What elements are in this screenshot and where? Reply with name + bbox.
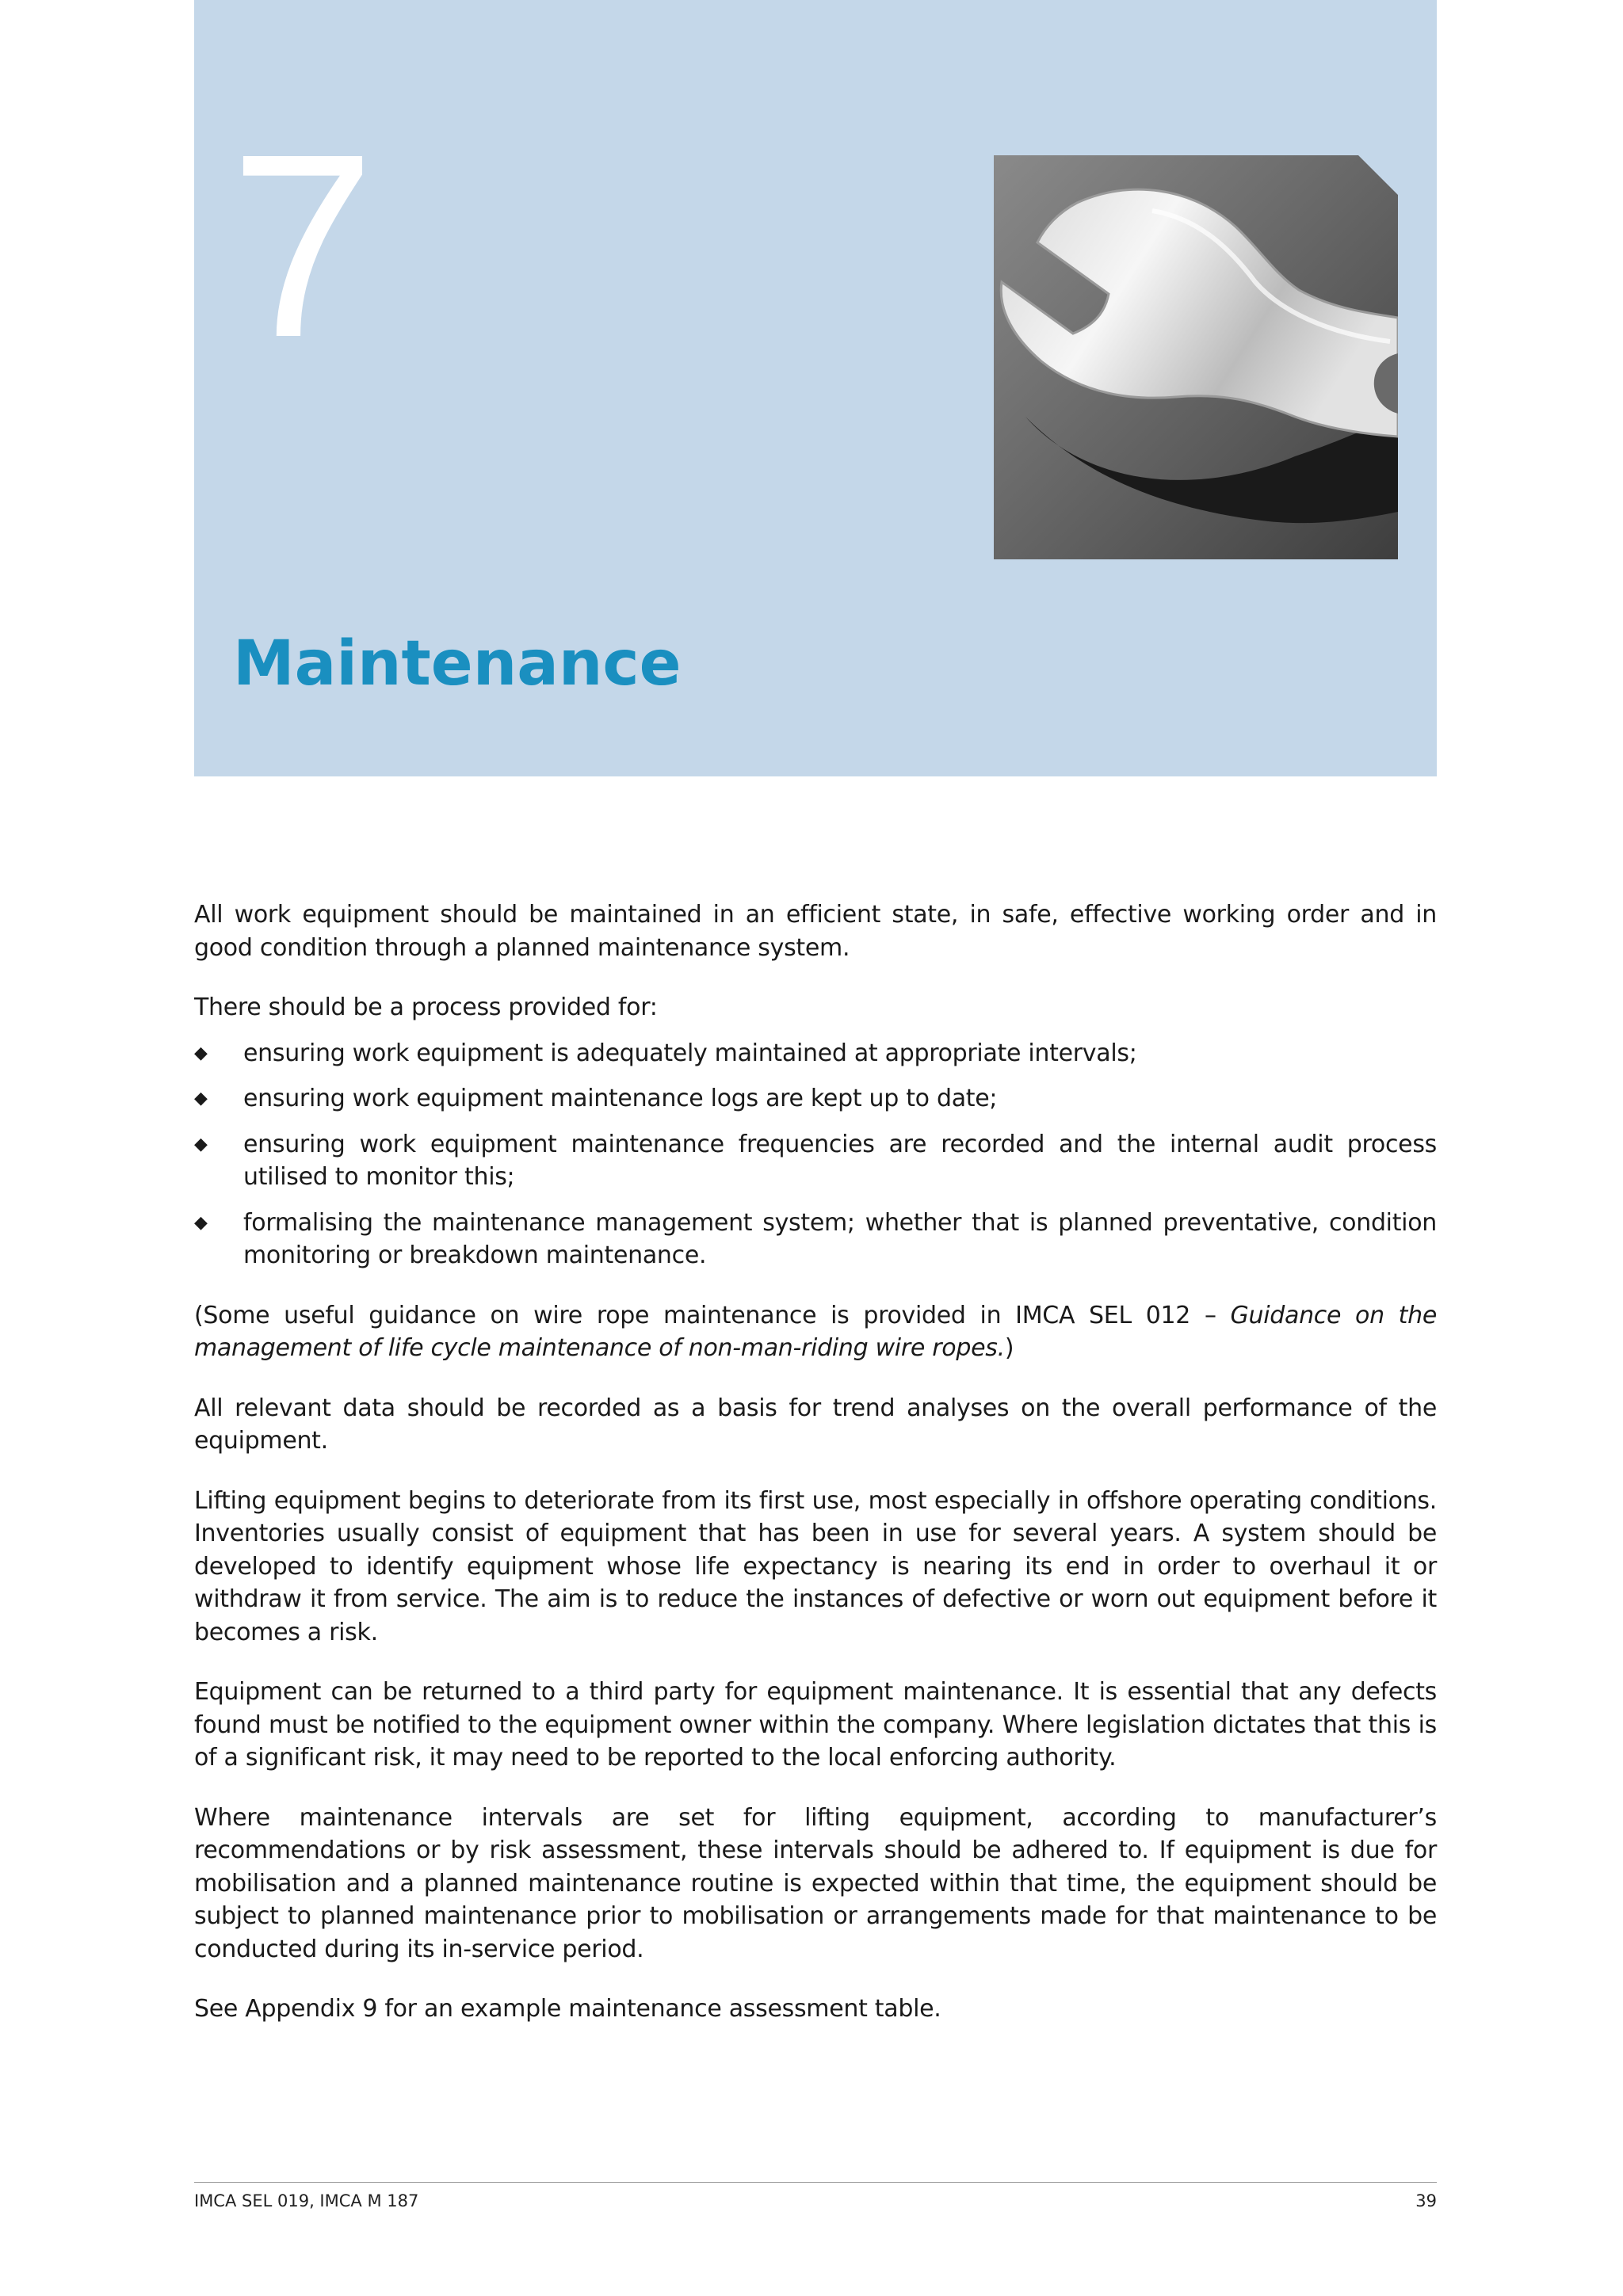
paragraph: Lifting equipment begins to deteriorate from its first use, most especially in offshore operating conditions. Inventories usually consist of equipment that has been in use for several years. A system should be developed to identify equipment whose life expectancy is nearing its end in order to overhaul it or withdraw it from service. The aim is to reduce the instances of defective or worn out equipment before it becomes a risk. bbox=[194, 1486, 1437, 1646]
bullet-list bbox=[194, 1037, 1437, 1272]
paragraph: All work equipment should be maintained in an efficient state, in safe, effective working order and in good condition through a planned maintenance system. bbox=[194, 901, 1437, 962]
paragraph: Equipment can be returned to a third party for equipment maintenance. It is essential that any defects found must be notified to the equipment owner within the company. Where legislation dictates that this is of a significant risk, it may need to be reported to the local enforcing authority. bbox=[194, 1678, 1437, 1772]
paragraph: See Appendix 9 for an example maintenance assessment table. bbox=[194, 1995, 941, 2023]
footer-divider bbox=[194, 2182, 1437, 2183]
diamond-bullet-icon: ◆ bbox=[194, 1134, 208, 1154]
document-reference: Guidance on the management of life cycle maintenance of non-man-riding wire ropes. bbox=[194, 1301, 1437, 1362]
paragraph: (Some useful guidance on wire rope maintenance is provided in IMCA SEL 012 – Guidance on the management of life cycle maintenance of non-man-riding wire ropes.) bbox=[194, 1301, 1437, 1362]
diamond-bullet-icon: ◆ bbox=[194, 1212, 208, 1233]
chapter-number: 7 bbox=[230, 99, 376, 391]
body-text bbox=[194, 898, 1437, 2053]
diamond-bullet-icon: ◆ bbox=[194, 1043, 208, 1063]
page-number: 39 bbox=[1415, 2191, 1437, 2210]
diamond-bullet-icon: ◆ bbox=[194, 1089, 208, 1108]
paragraph: There should be a process provided for: bbox=[194, 994, 658, 1021]
footer-document-ref: IMCA SEL 019, IMCA M 187 bbox=[194, 2191, 419, 2210]
paragraph: All relevant data should be recorded as a basis for trend analyses on the overall performance of the equipment. bbox=[194, 1394, 1437, 1455]
list-item: ◆ ensuring work equipment is adequately maintained at appropriate intervals; bbox=[194, 1037, 1437, 1070]
paragraph: Where maintenance intervals are set for lifting equipment, according to manufacturer’s recommendations or by risk assessment, these intervals should be adhered to. If equipment is due for mobilisation and a planned maintenance routine is expected within that time, the equipment should be subject to planned maintenance prior to mobilisation or arrangements made for that maintenance to be conducted during its in-service period. bbox=[194, 1803, 1437, 1963]
chapter-title: Maintenance bbox=[233, 628, 682, 700]
list-item: ◆ ensuring work equipment maintenance frequencies are recorded and the internal audit process utilised to monitor this; bbox=[194, 1128, 1437, 1194]
list-item: ◆ formalising the maintenance management system; whether that is planned preventative, condition monitoring or breakdown maintenance. bbox=[194, 1207, 1437, 1272]
wrench-icon bbox=[994, 155, 1398, 559]
list-item: ◆ ensuring work equipment maintenance logs are kept up to date; bbox=[194, 1082, 1437, 1116]
